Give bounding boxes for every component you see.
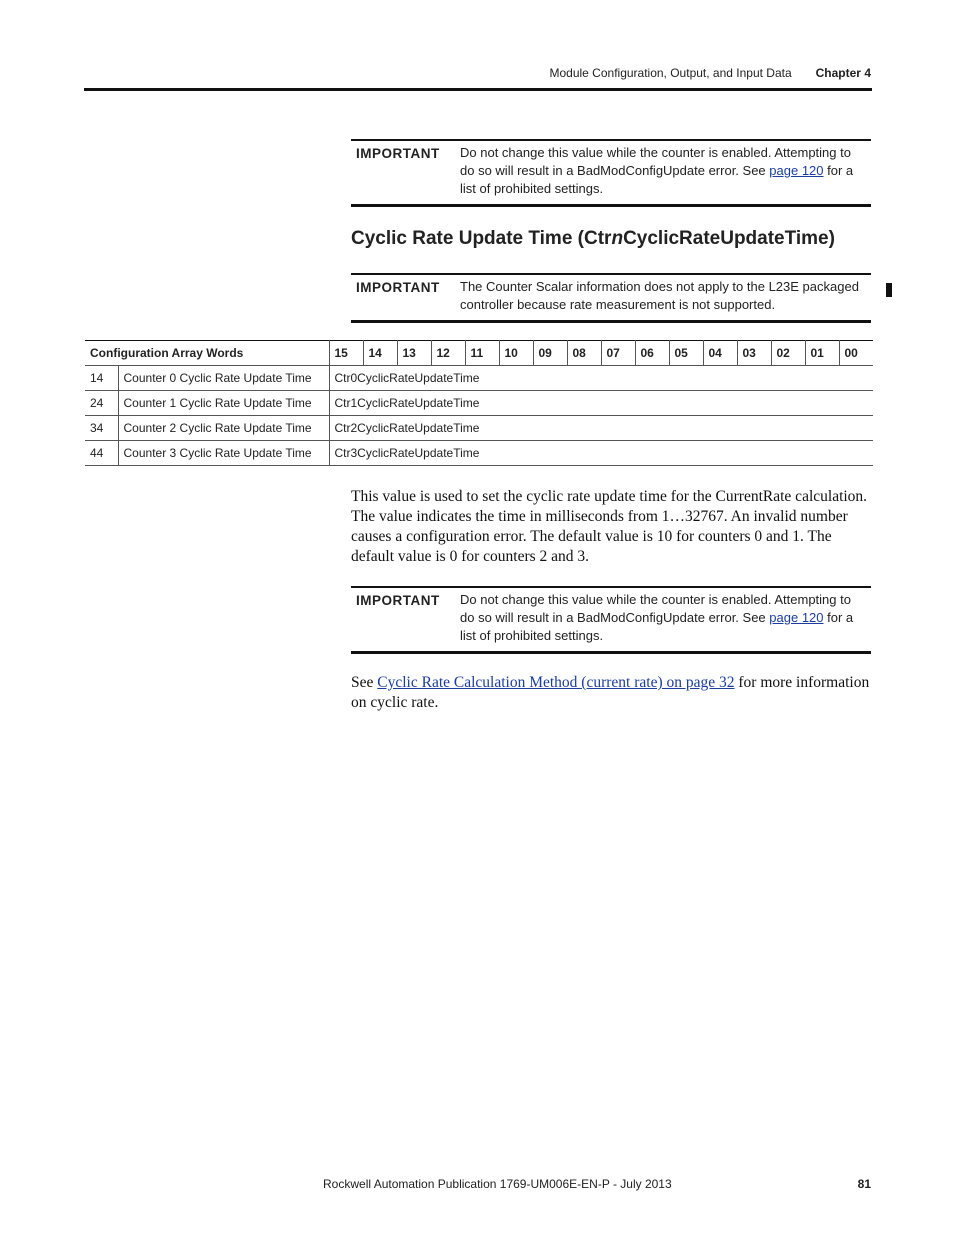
important-text: Do not change this value while the counter is enabled. Attempting to do so will result in a BadModConfigUpdate error. See page 120 for a list of prohibited settings.: [460, 145, 854, 196]
bit-header: 05: [669, 341, 703, 366]
page-footer: [86, 1177, 871, 1191]
important-box-1: [351, 139, 871, 207]
config-array-table: [85, 340, 873, 466]
word-value: Ctr0CyclicRateUpdateTime: [329, 366, 873, 391]
important-box-2: [351, 273, 871, 323]
word-value: Ctr1CyclicRateUpdateTime: [329, 391, 873, 416]
important-text: The Counter Scalar information does not apply to the L23E packaged controller because rate measurement is not supported.: [460, 279, 859, 312]
page-header: [86, 66, 871, 80]
word-number: 24: [85, 391, 118, 416]
header-config-words: Configuration Array Words: [85, 341, 329, 366]
bit-header: 11: [465, 341, 499, 366]
word-name: Counter 3 Cyclic Rate Update Time: [118, 441, 329, 466]
bit-header: 00: [839, 341, 873, 366]
change-bar: [886, 283, 892, 297]
page-120-link[interactable]: page 120: [769, 163, 824, 178]
see-also-paragraph: See Cyclic Rate Calculation Method (current rate) on page 32 for more information on cyclic rate.: [351, 674, 870, 711]
bit-header: 13: [397, 341, 431, 366]
header-rule: [84, 88, 872, 91]
bit-header: 12: [431, 341, 465, 366]
word-name: Counter 2 Cyclic Rate Update Time: [118, 416, 329, 441]
word-name: Counter 0 Cyclic Rate Update Time: [118, 366, 329, 391]
important-box-3: [351, 586, 871, 654]
bit-header: 02: [771, 341, 805, 366]
bit-header: 10: [499, 341, 533, 366]
word-value: Ctr3CyclicRateUpdateTime: [329, 441, 873, 466]
header-section: Module Configuration, Output, and Input Data: [549, 66, 792, 80]
word-name: Counter 1 Cyclic Rate Update Time: [118, 391, 329, 416]
important-text: Do not change this value while the counter is enabled. Attempting to do so will result in a BadModConfigUpdate error. See page 120 for a list of prohibited settings.: [460, 592, 854, 643]
important-label: IMPORTANT: [356, 593, 440, 608]
description-paragraph: This value is used to set the cyclic rate update time for the CurrentRate calculation. The value indicates the time in milliseconds from 1…32767. An invalid number causes a configuration error. The default value is 10 for counters 0 and 1. The default value is 0 for counters 2 and 3.: [351, 488, 868, 565]
important-label: IMPORTANT: [356, 146, 440, 161]
table-row: [85, 391, 873, 416]
important-label: IMPORTANT: [356, 280, 440, 295]
table-row: [85, 366, 873, 391]
table-row: [85, 416, 873, 441]
word-number: 34: [85, 416, 118, 441]
page-120-link[interactable]: page 120: [769, 610, 824, 625]
word-number: 14: [85, 366, 118, 391]
bit-header: 09: [533, 341, 567, 366]
bit-header: 08: [567, 341, 601, 366]
cyclic-rate-link[interactable]: Cyclic Rate Calculation Method (current rate) on page 32: [377, 674, 735, 691]
table-header-row: [85, 341, 873, 366]
bit-header: 04: [703, 341, 737, 366]
bit-header: 14: [363, 341, 397, 366]
footer-publication: Rockwell Automation Publication 1769-UM006E-EN-P - July 2013: [323, 1177, 672, 1191]
bit-header: 07: [601, 341, 635, 366]
header-chapter: Chapter 4: [815, 66, 871, 80]
word-value: Ctr2CyclicRateUpdateTime: [329, 416, 873, 441]
bit-header: 15: [329, 341, 363, 366]
word-number: 44: [85, 441, 118, 466]
bit-header: 01: [805, 341, 839, 366]
bit-header: 06: [635, 341, 669, 366]
page-number: 81: [857, 1177, 871, 1191]
section-heading: Cyclic Rate Update Time (CtrnCyclicRateUpdateTime): [351, 228, 835, 249]
table-row: [85, 441, 873, 466]
bit-header: 03: [737, 341, 771, 366]
